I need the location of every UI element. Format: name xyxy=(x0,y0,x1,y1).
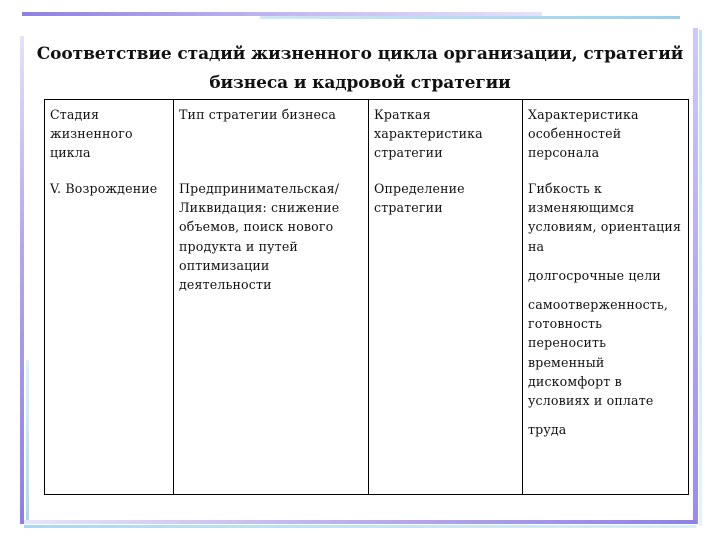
right-decor-stripe-secondary xyxy=(699,30,702,526)
header-strategy-brief: Краткая характеристика стратегии xyxy=(374,107,483,161)
slide-title-line-1: Соответствие стадий жизненного цикла организации, стратегий xyxy=(36,44,684,64)
left-decor-stripe xyxy=(20,36,24,524)
cell-personnel xyxy=(523,179,687,439)
top-decor-stripe-secondary xyxy=(260,16,680,19)
personnel-text-4: труда xyxy=(528,422,567,438)
bottom-decor-stripe-secondary xyxy=(24,525,696,528)
personnel-text-1: Гибкость к изменяющимся условиям, ориентация на xyxy=(528,181,682,254)
slide-title xyxy=(30,40,690,98)
personnel-text-3: самоотверженность, готовность переносить временный дискомфорт в условиях и оплате xyxy=(528,297,669,409)
personnel-text-2: долгосрочные цели xyxy=(528,267,661,283)
cell-strategy-brief: Определение стратегии xyxy=(374,181,465,216)
table-column-divider xyxy=(173,100,174,494)
header-stage: Стадия жизненного цикла xyxy=(50,107,133,161)
left-decor-stripe-secondary xyxy=(26,360,29,524)
cell-stage: V. Возрождение xyxy=(50,181,158,196)
header-strategy-type: Тип стратегии бизнеса xyxy=(179,107,336,122)
right-decor-stripe xyxy=(693,28,698,524)
header-personnel: Характеристика особенностей персонала xyxy=(528,107,639,161)
strategy-table xyxy=(44,99,689,495)
bottom-decor-stripe xyxy=(24,520,696,524)
cell-strategy-type: Предпринимательская/ Ликвидация: снижение объемов, поиск нового продукта и путей оптимизации деятельности xyxy=(179,181,340,293)
slide-title-line-2: бизнеса и кадровой стратегии xyxy=(209,73,511,93)
